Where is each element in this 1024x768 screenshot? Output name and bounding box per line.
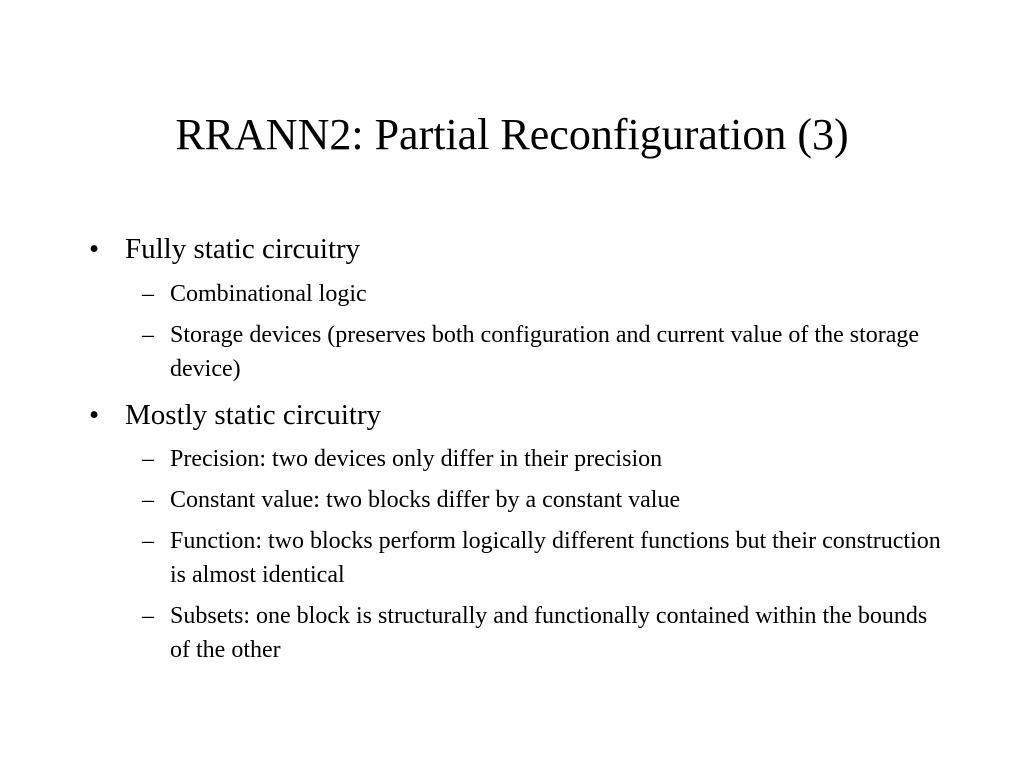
sub-bullet-item [142,277,950,311]
dash-marker: – [142,528,154,554]
dash-marker: – [142,487,154,513]
sub-bullet-item [142,599,950,667]
sub-bullet-text: Constant value: two blocks differ by a constant value [170,487,681,513]
sub-bullet-text: Combinational logic [170,281,367,307]
dash-marker: – [142,603,154,629]
dash-marker: – [142,322,154,348]
bullet-marker: • [89,233,100,265]
sub-bullet-item [142,524,950,592]
bullet-text: Mostly static circuitry [125,399,382,431]
bullet-item [89,232,945,266]
sub-bullet-text: Storage devices (preserves both configuration and current value of the storage device) [170,322,920,382]
dash-marker: – [142,281,154,307]
sub-bullet-item [142,483,950,517]
sub-bullet-text: Subsets: one block is structurally and functionally contained within the bounds of the other [170,603,928,663]
bullet-text: Fully static circuitry [125,233,361,265]
sub-bullet-item [142,442,950,476]
bullet-item [89,398,945,432]
sub-bullet-item [142,318,950,386]
sub-bullet-text: Precision: two devices only differ in their precision [170,446,663,472]
sub-bullet-text: Function: two blocks perform logically different functions but their construction is almost identical [170,528,941,588]
dash-marker: – [142,446,154,472]
bullet-marker: • [89,399,100,431]
slide-title: RRANN2: Partial Reconfiguration (3) [175,110,849,159]
